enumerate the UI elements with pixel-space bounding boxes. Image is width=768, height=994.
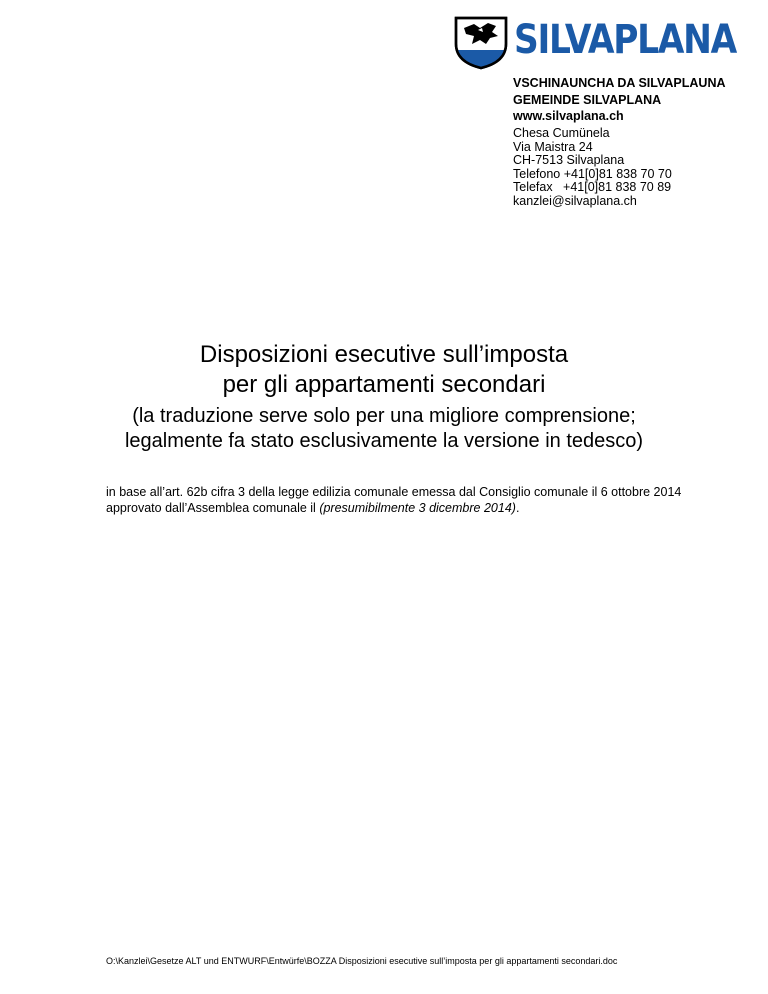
legal-basis: [106, 484, 681, 516]
organization-block: [513, 75, 726, 125]
address-city: CH-7513 Silvaplana: [513, 153, 625, 168]
address-block: [513, 127, 672, 209]
address-phone: Telefono +41[0]81 838 70 70: [513, 166, 672, 181]
address-building: Chesa Cumünela: [513, 126, 610, 140]
address-fax: Telefax +41[0]81 838 70 89: [513, 180, 672, 195]
municipality-logo: [452, 14, 736, 70]
logo-wordmark: SILVAPLANA: [514, 17, 736, 63]
address-email[interactable]: kanzlei@silvaplana.ch: [513, 193, 637, 208]
legal-basis-prefix: approvato dall’Assemblea comunale il: [106, 501, 320, 515]
title-line-2: per gli appartamenti secondari: [222, 371, 546, 398]
website-link[interactable]: www.silvaplana.ch: [513, 109, 624, 123]
subtitle-line-2: legalmente fa stato esclusivamente la versione in tedesco): [124, 430, 644, 452]
legal-basis-line-2: [106, 500, 681, 516]
file-path-footer: O:\Kanzlei\Gesetze ALT und ENTWURF\Entwürfe\BOZZA Disposizioni esecutive sull’imposta per gli appartamenti secondari.doc: [106, 956, 618, 966]
title-line-1: Disposizioni esecutive sull’imposta: [199, 341, 569, 368]
address-street: Via Maistra 24: [513, 139, 593, 154]
subtitle-line-1: (la traduzione serve solo per una migliore comprensione;: [132, 405, 636, 427]
organization-name-german: GEMEINDE SILVAPLANA: [513, 92, 662, 107]
legal-basis-date: (presumibilmente 3 dicembre 2014): [319, 501, 516, 515]
silvaplana-coat-of-arms-icon: [452, 14, 510, 70]
organization-name-romansh: VSCHINAUNCHA DA SILVAPLAUNA: [513, 76, 726, 90]
legal-basis-suffix: .: [515, 501, 520, 515]
document-title: [0, 340, 768, 400]
legal-basis-line-1: in base all’art. 62b cifra 3 della legge edilizia comunale emessa dal Consiglio comunale il 6 ottobre 2014: [106, 485, 682, 499]
translation-notice: [0, 404, 768, 454]
